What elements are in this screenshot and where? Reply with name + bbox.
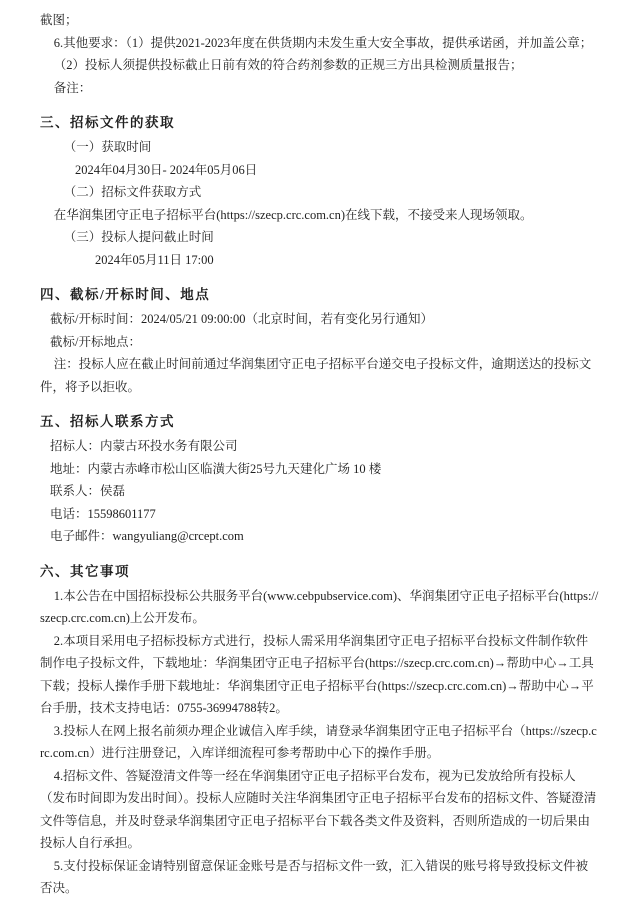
tenderee-name: 招标人：内蒙古环投水务有限公司 <box>50 439 238 453</box>
other-matters-item-3: 3.投标人在网上报名前须办理企业诚信入库手续，请登录华润集团守正电子招标平台（https://szecp.crc.com.cn）进行注册登记，入库详细流程可参考帮助中心下的操作手册。 <box>40 723 597 760</box>
deadline-note: 注：投标人应在截止时间前通过华润集团守正电子招标平台递交电子投标文件，逾期送达的投标文件，将予以拒收。 <box>40 357 592 394</box>
contact-phone: 电话：15598601177 <box>50 506 156 521</box>
bid-deadline-time: 截标/开标时间：2024/05/21 09:00:00（北京时间，若有变化另行通知） <box>50 312 433 326</box>
screenshot-caption-fragment: 截图； <box>40 13 78 27</box>
question-deadline: 2024年05月11日 17:00 <box>95 252 214 267</box>
section-3-title: 三、招标文件的获取 <box>40 115 175 130</box>
obtain-time-range: 2024年04月30日- 2024年05月06日 <box>75 162 258 177</box>
other-requirements-item-6-2: （2）投标人须提供投标截止日前有效的符合药剂参数的正规三方出具检测质量报告； <box>53 58 523 72</box>
obtain-method-text: 在华润集团守正电子招标平台(https://szecp.crc.com.cn)在线下载，不接受来人现场领取。 <box>53 207 533 222</box>
tenderee-address: 地址：内蒙古赤峰市松山区临潢大街25号九天建化广场 10 楼 <box>50 461 382 476</box>
other-matters-item-2: 2.本项目采用电子招标投标方式进行，投标人需采用华润集团守正电子招标平台投标文件制作软件制作电子投标文件，下载地址：华润集团守正电子招标平台(https://szecp.crc.com.cn)→帮助中心→工具下载；投标人操作手册下载地址：华润集团守正电子招标平台(https://szecp.crc.com.cn)→帮助中心→平台手册，技术支持电话：0755-36994788转2。 <box>40 633 594 715</box>
section-3-sub3-title: （三）投标人提问截止时间 <box>63 230 214 244</box>
remark-label: 备注： <box>53 80 92 95</box>
bid-opening-place: 截标/开标地点： <box>50 334 141 349</box>
other-matters-item-4: 4.招标文件、答疑澄清文件等一经在华润集团守正电子招标平台发布，视为已发放给所有投标人（发布时间即为发出时间）。投标人应随时关注华润集团守正电子招标平台发布的招标文件、答疑澄清文件等信息，并及时登录华润集团守正电子招标平台下载各类文件及资料，否则所造成的一切后果由投标人自行承担。 <box>40 768 597 850</box>
section-4-title: 四、截标/开标时间、地点 <box>40 287 211 302</box>
contact-email: 电子邮件：wangyuliang@crcept.com <box>50 529 244 543</box>
other-requirements-item-6: 6.其他要求：（1）提供2021-2023年度在供货期内未发生重大安全事故，提供承诺函，并加盖公章； <box>53 35 593 50</box>
contact-person: 联系人：侯磊 <box>50 484 126 498</box>
section-3-sub1-title: （一）获取时间 <box>63 140 152 154</box>
other-matters-item-5: 5.支付投标保证金请特别留意保证金账号是否与招标文件一致，汇入错误的账号将导致投标文件被否决。 <box>40 858 589 895</box>
other-matters-item-1: 1.本公告在中国招标投标公共服务平台(www.cebpubservice.com)、华润集团守正电子招标平台(https://szecp.crc.com.cn)上公开发布。 <box>40 588 599 625</box>
section-3-sub2-title: （二）招标文件获取方式 <box>63 185 202 199</box>
section-5-title: 五、招标人联系方式 <box>40 414 175 429</box>
section-6-title: 六、其它事项 <box>40 563 130 579</box>
